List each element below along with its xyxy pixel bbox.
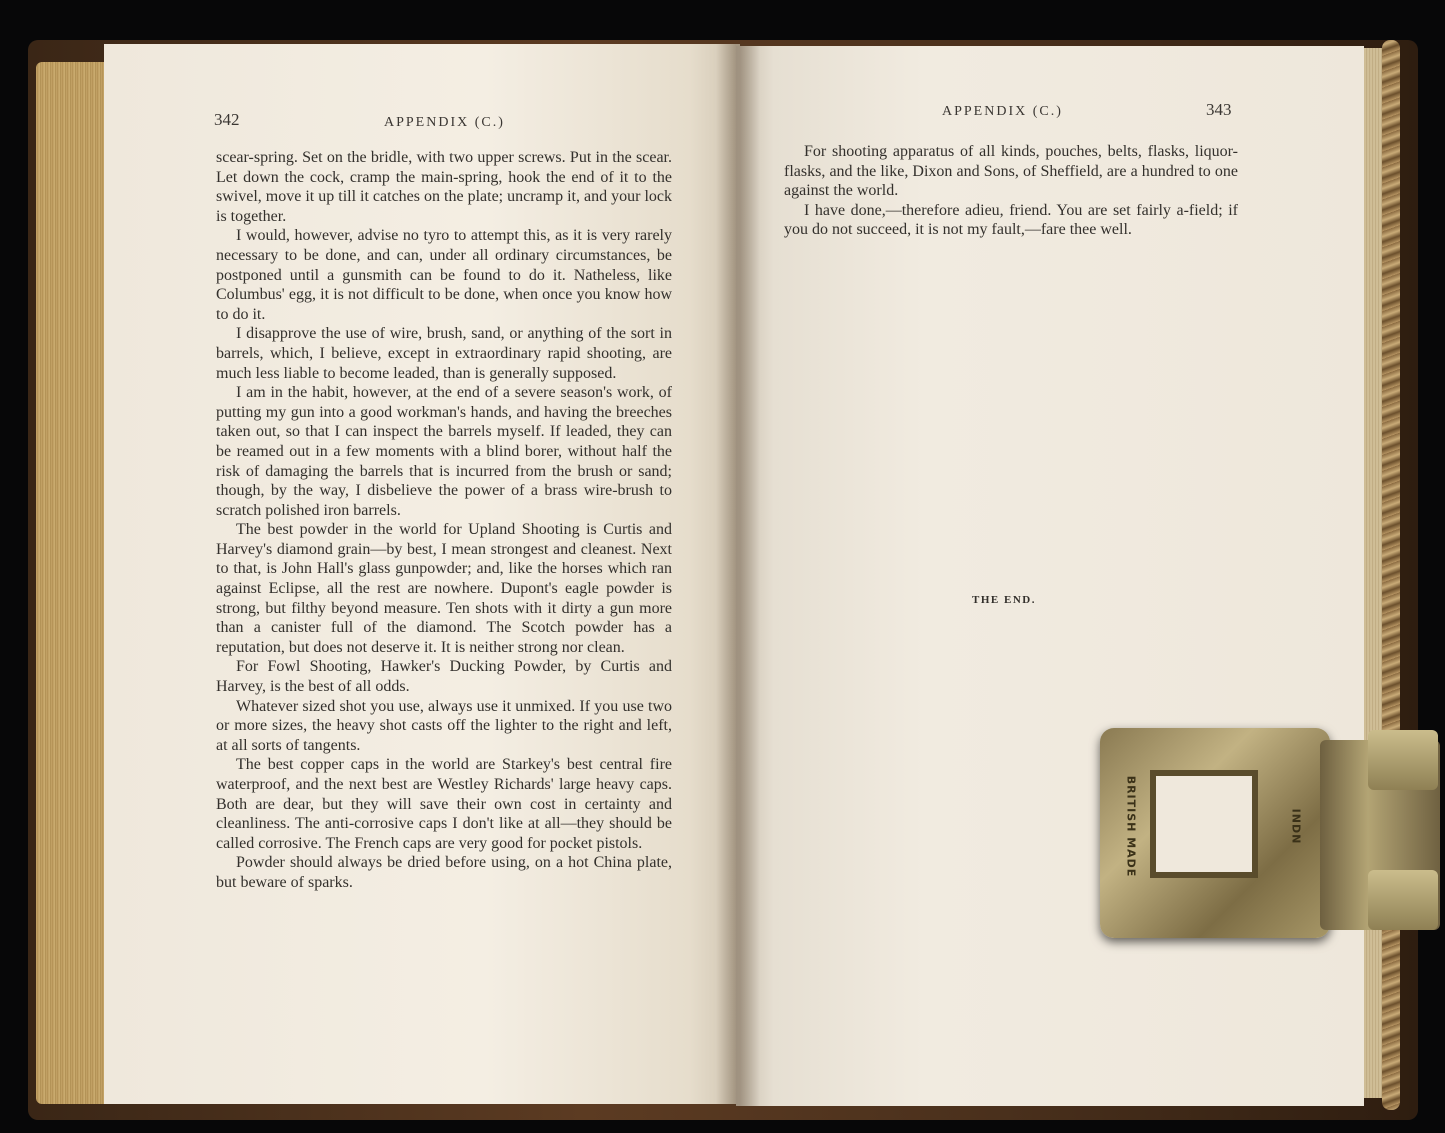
left-page-text: [216, 148, 672, 893]
paragraph: The best powder in the world for Upland Shooting is Curtis and Harvey's diamond grain—by best, I mean strongest and cleanest. Next to that, is John Hall's glass gunpowder; and, like the horses which ran against Eclipse, all the rest are nowhere. Dupont's eagle powder is strong, but filthy beyond measure. Ten shots with it dirty a gun more than a canister full of the diamond. The Scotch powder has a reputation, but does not deserve it. It is neither strong nor clean.: [216, 521, 672, 656]
paragraph: Powder should always be dried before using, on a hot China plate, but beware of sparks.: [216, 854, 672, 891]
paragraph: The best copper caps in the world are Starkey's best central fire waterproof, and the next best are Westley Richards' large heavy caps. Both are dear, but they will save their own cost in certainty and cleanliness. The anti-corrosive caps I don't like at all—they should be called corrosive. The French caps are very good for pocket pistols.: [216, 756, 672, 852]
paragraph: For shooting apparatus of all kinds, pouches, belts, flasks, liquor-flasks, and the like, Dixon and Sons, of Sheffield, are a hundred to one against the world.: [784, 143, 1238, 200]
paragraph: I am in the habit, however, at the end of a severe season's work, of putting my gun into a good workman's hands, and having the breeches taken out, so that I can inspect the barrels myself. If leaded, they can be reamed out in a few moments with a blind borer, without half the risk of damaging the barrels that is incurred from the brush or sand; though, by the way, I disbelieve the power of a brass wire-brush to scratch polished iron barrels.: [216, 384, 672, 519]
paragraph: For Fowl Shooting, Hawker's Ducking Powder, by Curtis and Harvey, is the best of all odds.: [216, 658, 672, 696]
paragraph: I would, however, advise no tyro to attempt this, as it is very rarely necessary to be done, and can, under all ordinary circumstances, be postponed until a gunsmith can be found to do it. Natheless, like Columbus' egg, it is not difficult to be done, when once you know how to do it.: [216, 227, 672, 323]
book-gutter: [716, 44, 760, 1106]
paragraph: scear-spring. Set on the bridle, with two upper screws. Put in the scear. Let down the cock, cramp the main-spring, hook the end of it to the swivel, move it up till it catches on the plate; uncramp it, and your lock is together.: [216, 149, 672, 225]
paragraph: I have done,—therefore adieu, friend. You are set fairly a-field; if you do not succeed, it is not my fault,—fare thee well.: [784, 201, 1238, 239]
clasp-window: [1150, 770, 1258, 878]
paragraph: I disapprove the use of wire, brush, sand, or anything of the sort in barrels, which, I believe, except in extraordinary rapid shooting, are much less liable to become leaded, than is generally supposed.: [216, 325, 672, 382]
gilt-page-edges: [36, 62, 110, 1104]
the-end-mark: THE END.: [972, 594, 1036, 606]
right-page-edges: [1362, 48, 1384, 1098]
right-page-text: [784, 142, 1238, 240]
clasp-stamp-indn: INDN: [1289, 808, 1303, 845]
paragraph: Whatever sized shot you use, always use it unmixed. If you use two or more sizes, the heavy shot casts off the lighter to the right and left, at all sorts of tangents.: [216, 697, 672, 754]
running-head-right: APPENDIX (C.): [942, 104, 1063, 119]
page-number-left: 342: [214, 110, 240, 129]
rope-border-decoration: [1382, 40, 1400, 1110]
clasp-stamp-british-made: BRITISH MADE: [1124, 775, 1138, 878]
page-number-right: 343: [1206, 100, 1232, 119]
clasp-hinge-knuckle-top: [1368, 730, 1438, 790]
clasp-hinge-knuckle-bottom: [1368, 870, 1438, 930]
running-head-left: APPENDIX (C.): [384, 115, 505, 130]
